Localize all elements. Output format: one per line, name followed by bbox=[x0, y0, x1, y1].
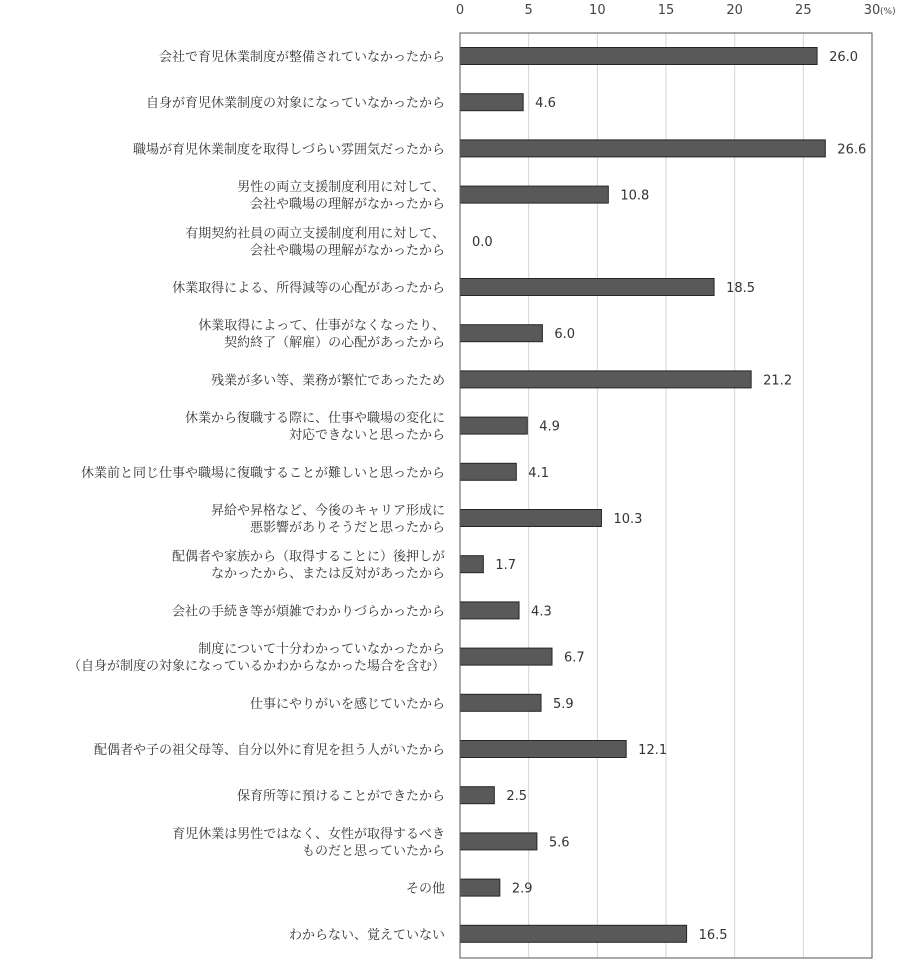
category-label: 制度について十分わかっていなかったから bbox=[198, 642, 445, 658]
value-label: 5.9 bbox=[553, 696, 574, 712]
value-label: 0.0 bbox=[472, 234, 493, 250]
value-label: 4.6 bbox=[535, 96, 556, 112]
category-labels bbox=[68, 49, 445, 943]
value-labels bbox=[472, 50, 866, 943]
bar bbox=[460, 694, 541, 711]
bar bbox=[460, 741, 626, 758]
bar bbox=[460, 463, 516, 480]
category-label: 契約終了（解雇）の心配があったから bbox=[224, 335, 445, 351]
value-label: 26.0 bbox=[829, 50, 859, 65]
category-label: 会社で育児休業制度が整備されていなかったから bbox=[158, 50, 445, 65]
x-tick-label: 30 bbox=[863, 3, 881, 18]
x-axis-ticks bbox=[456, 3, 880, 18]
value-label: 6.7 bbox=[564, 650, 585, 666]
category-label: 会社や職場の理解がなかったから bbox=[249, 197, 445, 213]
value-label: 26.6 bbox=[837, 142, 867, 158]
category-label: 会社の手続き等が煩雑でわかりづらかったから bbox=[171, 604, 445, 620]
category-label: 職場が育児休業制度を取得しづらい雰囲気だったから bbox=[132, 142, 445, 158]
bar bbox=[460, 140, 825, 157]
category-label: なかったから、または反対があったから bbox=[211, 566, 445, 582]
bar bbox=[460, 325, 542, 342]
value-label: 5.6 bbox=[548, 835, 570, 851]
value-label: 4.1 bbox=[528, 465, 549, 481]
category-label: 休業前と同じ仕事や職場に復職することが難しいと思ったから bbox=[80, 465, 445, 481]
unit-label: (%) bbox=[880, 7, 896, 17]
bar bbox=[460, 602, 519, 619]
x-tick-label: 10 bbox=[589, 3, 606, 18]
category-label: 有期契約社員の両立支援制度利用に対して、 bbox=[185, 226, 445, 242]
x-tick-label: 15 bbox=[657, 3, 675, 18]
category-label: 配偶者や子の祖父母等、自分以外に育児を担う人がいたから bbox=[93, 743, 445, 758]
bar bbox=[460, 879, 500, 896]
category-label: 仕事にやりがいを感じていたから bbox=[249, 696, 445, 712]
x-tick-label: 5 bbox=[524, 3, 533, 18]
bar bbox=[460, 648, 552, 665]
category-label: その他 bbox=[405, 881, 445, 897]
bar bbox=[460, 417, 527, 434]
value-label: 10.3 bbox=[613, 512, 643, 527]
x-tick-label: 25 bbox=[795, 3, 812, 18]
value-label: 4.9 bbox=[539, 419, 560, 435]
category-label: 休業取得によって、仕事がなくなったり、 bbox=[198, 318, 445, 334]
category-label: 会社や職場の理解がなかったから bbox=[249, 243, 445, 259]
grid-lines bbox=[529, 33, 804, 958]
category-label: 昇給や昇格など、今後のキャリア形成に bbox=[210, 503, 445, 519]
value-label: 18.5 bbox=[726, 281, 756, 296]
category-label: （自身が制度の対象になっているかわからなかった場合を含む） bbox=[67, 659, 445, 675]
value-label: 16.5 bbox=[698, 927, 728, 943]
category-label: 休業から復職する際に、仕事や職場の変化に bbox=[184, 411, 445, 427]
bar bbox=[460, 94, 523, 111]
x-tick-label: 20 bbox=[726, 3, 743, 18]
value-label: 2.9 bbox=[511, 881, 533, 897]
category-label: 休業取得による、所得減等の心配があったから bbox=[172, 281, 445, 296]
category-label: 対応できないと思ったから bbox=[288, 428, 445, 444]
category-label: 保育所等に預けることができたから bbox=[236, 789, 445, 805]
category-label: 男性の両立支援制度利用に対して、 bbox=[237, 180, 445, 196]
category-label: 悪影響がありそうだと思ったから bbox=[249, 520, 445, 536]
category-label: 自身が育児休業制度の対象になっていなかったから bbox=[145, 96, 445, 112]
x-tick-label: 0 bbox=[455, 3, 465, 18]
value-label: 2.5 bbox=[506, 789, 528, 805]
bar bbox=[460, 48, 817, 65]
bar bbox=[460, 833, 537, 850]
bar bbox=[460, 279, 714, 296]
category-label: 残業が多い等、業務が繁忙であったため bbox=[211, 373, 445, 389]
bar bbox=[460, 510, 601, 527]
category-label: ものだと思っていたから bbox=[301, 843, 445, 859]
bar bbox=[460, 556, 483, 573]
value-label: 12.1 bbox=[638, 743, 668, 758]
bar bbox=[460, 925, 687, 942]
value-label: 21.2 bbox=[763, 373, 793, 389]
value-label: 10.8 bbox=[620, 188, 650, 204]
value-label: 4.3 bbox=[531, 604, 552, 620]
bar bbox=[460, 186, 608, 203]
category-label: 育児休業は男性ではなく、女性が取得するべき bbox=[172, 826, 445, 842]
category-label: 配偶者や家族から（取得することに）後押しが bbox=[171, 549, 445, 565]
bar bbox=[460, 371, 751, 388]
bars bbox=[460, 48, 825, 943]
category-label: わからない、覚えていない bbox=[288, 927, 445, 943]
value-label: 1.7 bbox=[495, 558, 517, 574]
value-label: 6.0 bbox=[554, 327, 576, 343]
bar bbox=[460, 787, 494, 804]
